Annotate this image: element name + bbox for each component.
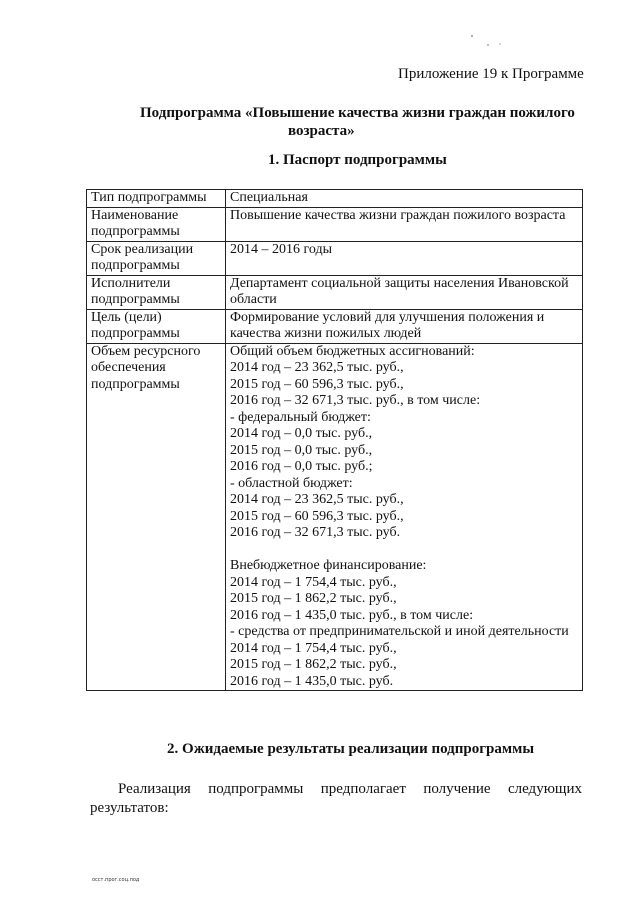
passport-value-line: 2016 год – 32 671,3 тыс. руб. [230,525,401,540]
passport-value-line: 2014 год – 23 362,5 тыс. руб., [230,492,404,507]
passport-value-line: - федеральный бюджет: [230,409,371,425]
passport-value-line: Повышение качества жизни граждан пожилого возраста [230,207,566,223]
passport-label-cell: Наименование подпрограммы [87,207,226,241]
passport-value-cell [226,190,583,208]
passport-value-line: 2016 год – 0,0 тыс. руб.; [230,459,373,474]
passport-value-line: 2014 год – 1 754,4 тыс. руб., [230,574,397,590]
passport-value-line: Формирование условий для улучшения положения и качества жизни пожилых людей [230,309,545,341]
results-paragraph [90,780,582,818]
footer-file-code: осст.прог.соц.под [92,877,140,883]
paragraph-word: следующих [507,781,582,797]
passport-label-cell: Объем ресурсного обеспечения подпрограммы [87,343,226,691]
passport-row [87,207,583,241]
passport-value-line: 2014 год – 0,0 тыс. руб., [230,426,373,441]
appendix-reference: Приложение 19 к Программе [398,66,584,82]
passport-label-cell: Исполнители подпрограммы [87,275,226,309]
passport-value-cell [226,275,583,309]
paragraph-word: Реализация [118,781,191,797]
paragraph-word: подпрограммы [208,781,304,797]
passport-value-line: 2014 год – 1 754,4 тыс. руб., [230,640,397,656]
subprogram-title-line-2: возраста» [288,123,355,139]
passport-value-line: 2016 год – 32 671,3 тыс. руб., в том числе: [230,393,481,408]
passport-table-body [87,190,583,691]
passport-value-line: 2014 год – 23 362,5 тыс. руб., [230,360,404,375]
passport-value-line: 2014 – 2016 годы [230,241,333,257]
passport-label-cell: Срок реализации подпрограммы [87,241,226,275]
passport-value-line: 2015 год – 60 596,3 тыс. руб., [230,376,404,392]
passport-value-line: - областной бюджет: [230,475,353,491]
passport-value-line: - средства от предпринимательской и иной деятельности [230,624,569,639]
section-2-heading: 2. Ожидаемые результаты реализации подпрограммы [167,741,535,757]
passport-value-line [230,542,579,559]
results-paragraph-line-2: результатов: [90,800,169,816]
subprogram-title-line-1: Подпрограмма «Повышение качества жизни граждан пожилого [140,105,575,121]
passport-row [87,343,583,691]
subprogram-title [140,104,600,140]
passport-row [87,190,583,208]
passport-value-line: 2016 год – 1 435,0 тыс. руб., в том числе: [230,607,474,623]
paragraph-word: получение [423,781,491,797]
passport-value-line: 2015 год – 1 862,2 тыс. руб., [230,657,397,672]
passport-label-cell: Цель (цели) подпрограммы [87,309,226,343]
passport-value-line: Специальная [230,190,308,205]
passport-value-line: 2015 год – 60 596,3 тыс. руб., [230,508,404,524]
passport-row [87,241,583,275]
passport-value-line: Департамент социальной защиты населения Ивановской области [230,275,569,307]
passport-row [87,309,583,343]
passport-value-cell [226,343,583,691]
passport-value-line: 2016 год – 1 435,0 тыс. руб. [230,673,394,689]
results-paragraph-line-1 [90,780,582,799]
passport-value-line: Общий объем бюджетных ассигнований: [230,343,475,359]
scan-speck-marks [470,34,510,48]
passport-table [86,189,583,691]
passport-value-line: Внебюджетное финансирование: [230,558,427,573]
passport-value-cell [226,309,583,343]
passport-value-cell [226,207,583,241]
passport-value-cell [226,241,583,275]
paragraph-word: предполагает [320,781,406,797]
passport-label-cell: Тип подпрограммы [87,190,226,208]
section-1-heading: 1. Паспорт подпрограммы [268,152,447,168]
passport-value-line: 2015 год – 0,0 тыс. руб., [230,442,373,458]
passport-value-line: 2015 год – 1 862,2 тыс. руб., [230,591,397,606]
passport-row [87,275,583,309]
